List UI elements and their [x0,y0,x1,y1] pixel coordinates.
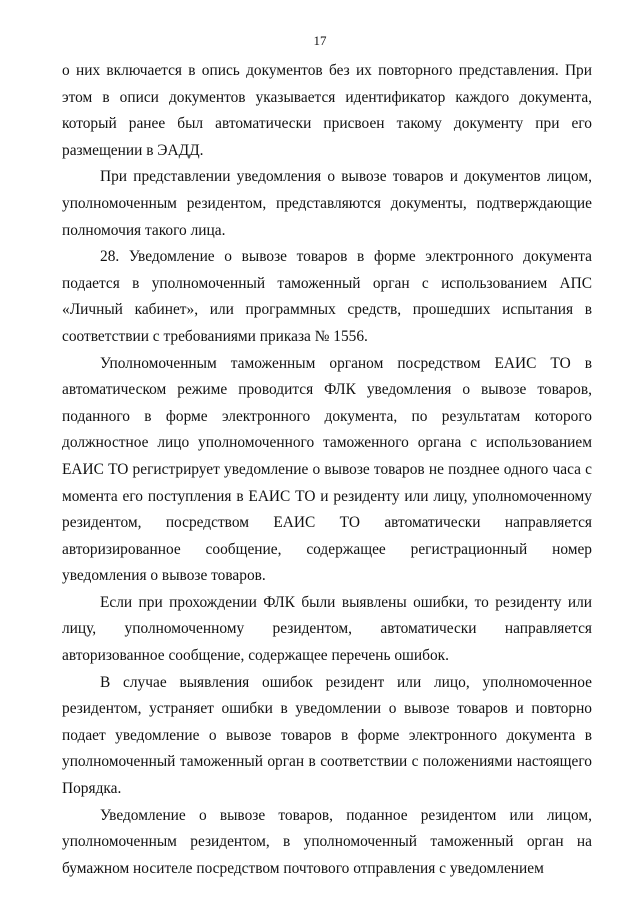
paragraph-paper-notification: Уведомление о вывозе товаров, поданное резидентом или лицом, уполномоченным резидентом, в уполномоченный таможенный орган на бумажном носителе посредством почтового отправления с уведомлением [62,806,592,877]
paragraph-flk-errors: Если при прохождении ФЛК были выявлены ошибки, то резиденту или лицу, уполномоченному резидентом, автоматически направляется авторизованное сообщение, содержащее перечень ошибок. [62,593,592,665]
paragraph-error-correction: В случае выявления ошибок резидент или лицо, уполномоченное резидентом, устраняет ошибки в уведомлении о вывозе товаров и повторно подает уведомление о вывозе товаров в форме электронного документа в уполномоченный таможенный орган в соответствии с положениями настоящего Порядка. [62,673,592,798]
page-number: 17 [313,33,327,48]
paragraph-flk-registration: Уполномоченным таможенным органом посредством ЕАИС ТО в автоматическом режиме проводится ФЛК уведомления о вывозе товаров, поданного в форме электронного документа, по результатам которого должностное лицо уполномоченного таможенного органа с использованием ЕАИС ТО регистрирует уведомление о вывозе товаров не позднее одного часа с момента его поступления в ЕАИС ТО и резиденту или лицу, уполномоченному резидентом, посредством ЕАИС ТО автоматически направляется авторизированное сообщение, содержащее регистрационный номер уведомления о вывозе товаров. [62,354,592,585]
paragraph-authority-documents: При представлении уведомления о вывозе товаров и документов лицом, уполномоченным резидентом, представляются документы, подтверждающие полномочия такого лица. [62,168,592,239]
paragraph-continuation: о них включается в опись документов без их повторного представления. При этом в описи документов указывается идентификатор каждого документа, который ранее был автоматически присвоен такому документу при его размещении в ЭАДД. [62,62,592,159]
document-body [62,58,592,882]
paragraph-item-28: 28. Уведомление о вывозе товаров в форме электронного документа подается в уполномоченный таможенный орган с использованием АПС «Личный кабинет», или программных средств, прошедших испытания в соответствии с требованиями приказа № 1556. [62,248,592,345]
